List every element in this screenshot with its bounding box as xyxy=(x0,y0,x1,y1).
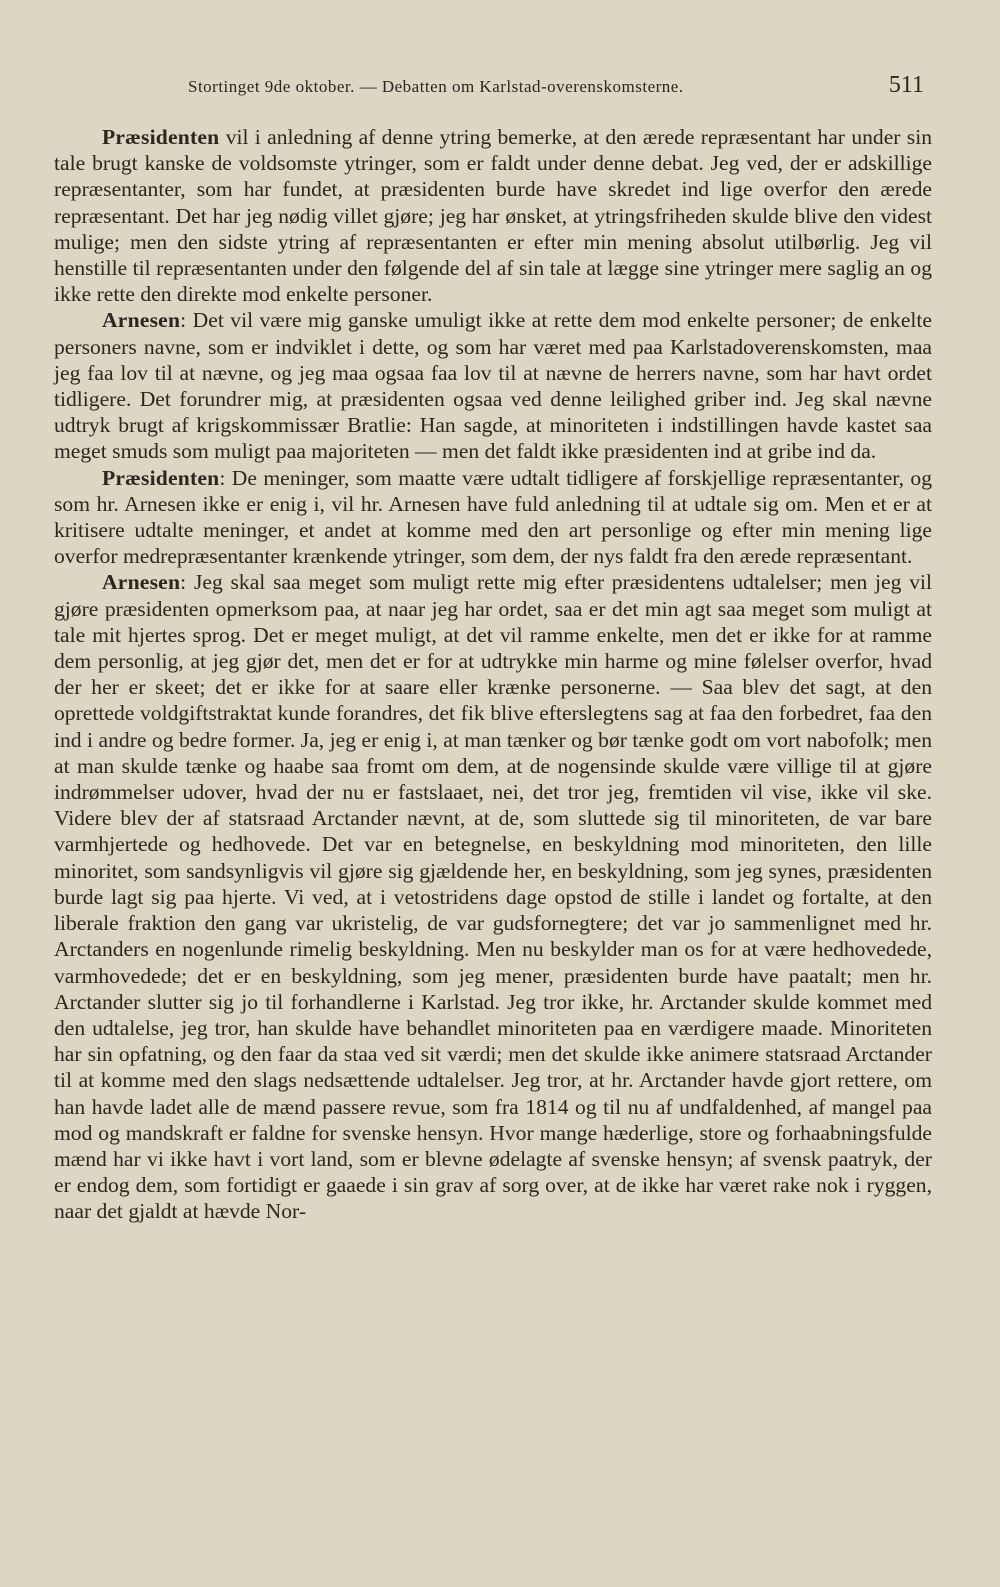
body-text xyxy=(54,124,932,1225)
paragraph-text: vil i anledning af denne ytring bemerke, at den ærede repræsentant har under sin tale brugt kanske de voldsomste ytringer, som er faldt under denne debat. Jeg ved, der er adskillige repræsentanter, som har fundet, at præsidenten burde have skredet ind lige overfor den ærede repræsentant. Det har jeg nødig villet gjøre; jeg har ønsket, at ytringsfriheden skulde blive den videst mulige; men den sidste ytring af repræsentanten er efter min mening absolut utilbørlig. Jeg vil henstille til repræsentanten under den følgende del af sin tale at lægge sine ytringer mere saglig an og ikke rette den direkte mod enkelte personer. xyxy=(54,125,932,307)
running-header xyxy=(188,72,932,102)
speaker-name: Præsidenten xyxy=(102,465,220,490)
speaker-name: Arnesen xyxy=(102,308,181,333)
paragraph xyxy=(54,124,932,307)
paragraph xyxy=(54,465,932,570)
paragraph-text: Det vil være mig ganske umuligt ikke at rette dem mod enkelte personer; de enkelte personers navne, som er indviklet i dette, og som har været med paa Karlstadoverenskomsten, maa jeg faa lov til at nævne, og jeg maa ogsaa faa lov til at nævne de herrers navne, som har havt ordet tidligere. Det forundrer mig, at præsidenten ogsaa ved denne leilighed griber ind. Jeg skal nævne udtryk brugt af krigskommissær Bratlie: Han sagde, at minoriteten i indstillingen havde kastet saa meget smuds som muligt paa majoriteten — men det faldt ikke præsidenten ind at gribe ind da. xyxy=(54,308,932,464)
paragraph-text: Jeg skal saa meget som muligt rette mig efter præsidentens udtalelser; men jeg vil gjøre præsidenten opmerksom paa, at naar jeg har ordet, saa er det min agt saa meget som muligt at tale mit hjertes sprog. Det er meget muligt, at det vil ramme enkelte, men det er ikke for at ramme dem personlig, at jeg gjør det, men det er for at udtrykke min harme og mine følelser overfor, hvad der her er skeet; det er ikke for at saare eller krænke personerne. — Saa blev det sagt, at den oprettede voldgiftstraktat kunde forandres, det fik blive efterslegtens sag at faa den forbedret, faa den ind i andre og bedre former. Ja, jeg er enig i, at man tænker og bør tænke godt om vort nabofolk; men at man skulde tænke og haabe saa fromt om dem, at de nogensinde skulde være villige til at gjøre indrømmelser udover, hvad der nu er fastslaaet, nei, det tror jeg, fremtiden vil vise, ikke vil ske. Videre blev der af statsraad Arctander nævnt, at de, som sluttede sig til minoriteten, de var bare varmhjertede og hedhovede. Det var en betegnelse, en beskyldning mod minoriteten, den lille minoritet, som sandsynligvis vil gjøre sig gjældende her, en beskyldning, som jeg synes, præsidenten burde lagt sig paa hjerte. Vi ved, at i vetostridens dage opstod de stille i landet og fortalte, at den liberale fraktion den gang var ukristelig, de var gudsfornegtere; det var jo sammenlignet med hr. Arctanders en nogenlunde rimelig beskyldning. Men nu beskylder man os for at være hedhovedede, varmhovedede; det er en beskyldning, som jeg mener, præsidenten burde have paatalt; men hr. Arctander slutter sig jo til forhandlerne i Karlstad. Jeg tror ikke, hr. Arctander skulde kommet med den udtalelse, jeg tror, han skulde have behandlet minoriteten paa en værdigere maade. Minoriteten har sin opfatning, og den faar da staa ved sit værdi; men det skulde ikke animere statsraad Arctander til at komme med den slags nedsættende udtalelser. Jeg tror, at hr. Arctander havde gjort rettere, om han havde ladet alle de mænd passere revue, som fra 1814 og til nu af undfaldenhed, af mangel paa mod og mandskraft er faldne for svenske hensyn. Hvor mange hæderlige, store og forhaabningsfulde mænd har vi ikke havt i vort land, som er blevne ødelagte af svenske hensyn; af svensk paatryk, der er endog dem, som fortidigt er gaaede i sin grav af sorg over, at de ikke har været rake nok i ryggen, naar det gjaldt at hævde Nor- xyxy=(54,570,932,1224)
running-header-title: Stortinget 9de oktober. — Debatten om Karlstad-overenskomsterne. xyxy=(188,77,684,96)
speaker-separator: : xyxy=(180,308,187,333)
speaker-separator: : xyxy=(180,570,187,595)
page-number: 511 xyxy=(888,72,924,98)
speaker-separator: : xyxy=(219,465,226,490)
speaker-name: Præsidenten xyxy=(102,125,220,149)
paragraph xyxy=(54,569,932,1224)
paragraph-text: De meninger, som maatte være udtalt tidligere af forskjellige repræsentanter, og som hr. Arnesen ikke er enig i, vil hr. Arnesen have fuld anledning til at udtale sig om. Men et er at kritisere udtalte meninger, et andet at komme med den art personlige og efter min mening lige overfor medrepræsentanter krænkende ytringer, som dem, der nys faldt fra den ærede repræsentant. xyxy=(54,465,932,569)
speaker-name: Arnesen xyxy=(102,570,181,595)
paragraph xyxy=(54,307,932,464)
